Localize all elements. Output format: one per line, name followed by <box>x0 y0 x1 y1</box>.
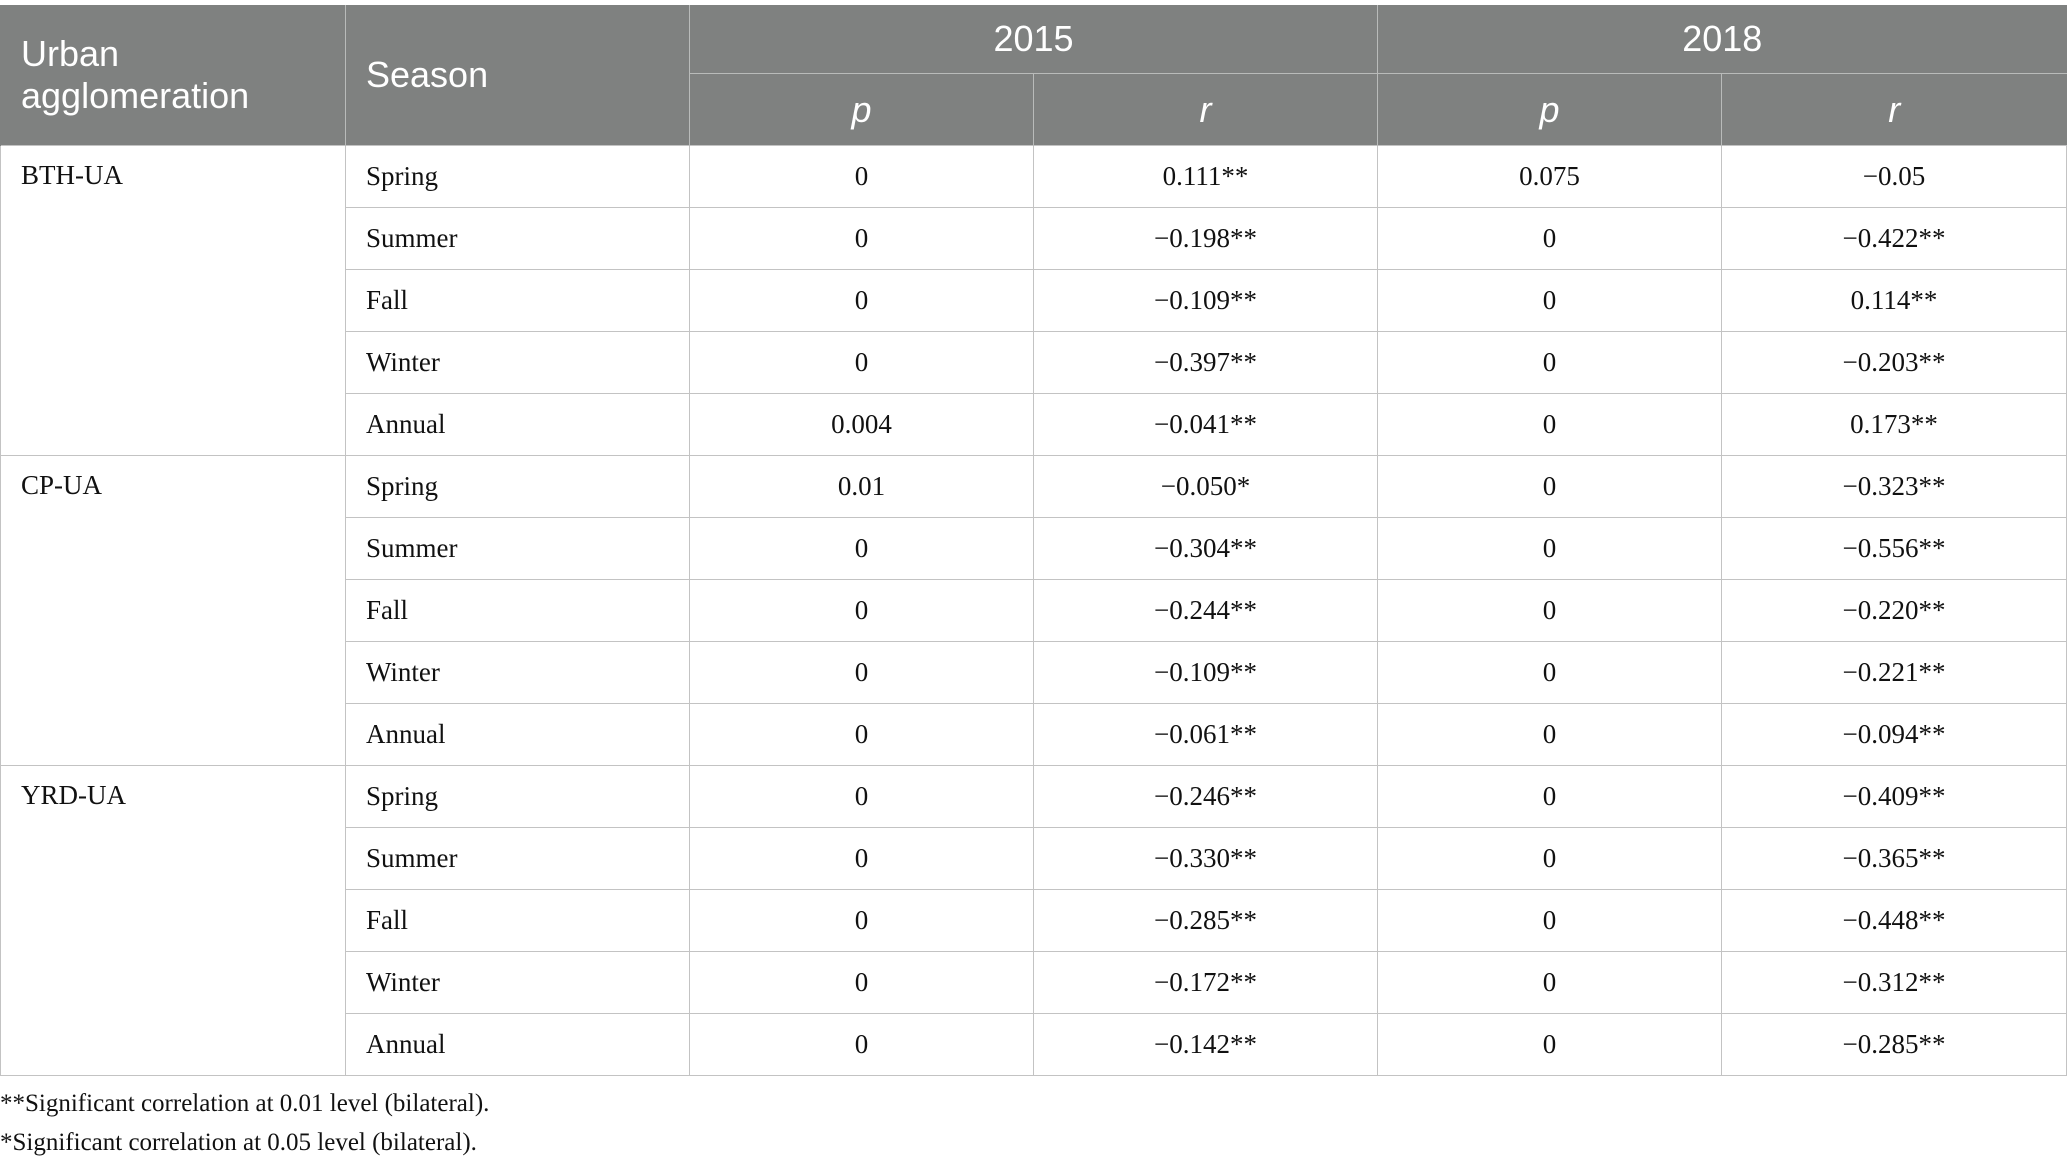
r-2018-cell: −0.221** <box>1722 642 2067 704</box>
p-2015-cell: 0.01 <box>690 456 1034 518</box>
season-cell: Summer <box>346 208 690 270</box>
table-row <box>1 766 2067 828</box>
season-cell: Winter <box>346 642 690 704</box>
season-cell: Fall <box>346 580 690 642</box>
r-2018-cell: −0.220** <box>1722 580 2067 642</box>
season-cell: Fall <box>346 270 690 332</box>
header-year-2015: 2015 <box>690 5 1378 74</box>
urban-agglomeration-cell: YRD-UA <box>1 766 346 1076</box>
season-cell: Annual <box>346 394 690 456</box>
p-2018-cell: 0 <box>1378 518 1722 580</box>
header-urban-agglomeration: Urban agglomeration <box>1 5 346 146</box>
season-cell: Summer <box>346 518 690 580</box>
r-2018-cell: −0.323** <box>1722 456 2067 518</box>
season-cell: Spring <box>346 146 690 208</box>
p-2015-cell: 0 <box>690 952 1034 1014</box>
r-2018-cell: −0.422** <box>1722 208 2067 270</box>
p-2015-cell: 0 <box>690 704 1034 766</box>
header-r-2015: r <box>1034 74 1378 146</box>
r-2015-cell: −0.109** <box>1034 270 1378 332</box>
p-2018-cell: 0.075 <box>1378 146 1722 208</box>
p-2015-cell: 0 <box>690 332 1034 394</box>
table-body <box>1 146 2067 1076</box>
table-row <box>1 456 2067 518</box>
p-2015-cell: 0.004 <box>690 394 1034 456</box>
p-2018-cell: 0 <box>1378 456 1722 518</box>
urban-agglomeration-cell: CP-UA <box>1 456 346 766</box>
header-p-2018: p <box>1378 74 1722 146</box>
p-2018-cell: 0 <box>1378 394 1722 456</box>
r-2015-cell: −0.050* <box>1034 456 1378 518</box>
r-2015-cell: −0.304** <box>1034 518 1378 580</box>
season-cell: Winter <box>346 952 690 1014</box>
header-row-years <box>1 5 2067 74</box>
p-2018-cell: 0 <box>1378 1014 1722 1076</box>
r-2015-cell: −0.061** <box>1034 704 1378 766</box>
p-2018-cell: 0 <box>1378 642 1722 704</box>
r-2015-cell: −0.244** <box>1034 580 1378 642</box>
p-2018-cell: 0 <box>1378 704 1722 766</box>
header-p-2015: p <box>690 74 1034 146</box>
season-cell: Annual <box>346 704 690 766</box>
p-2018-cell: 0 <box>1378 890 1722 952</box>
r-2018-cell: −0.094** <box>1722 704 2067 766</box>
p-2015-cell: 0 <box>690 580 1034 642</box>
season-cell: Annual <box>346 1014 690 1076</box>
urban-agglomeration-cell: BTH-UA <box>1 146 346 456</box>
r-2018-cell: −0.312** <box>1722 952 2067 1014</box>
footnote-005: *Significant correlation at 0.05 level (bilateral). <box>0 1129 477 1156</box>
r-2015-cell: −0.109** <box>1034 642 1378 704</box>
r-2015-cell: 0.111** <box>1034 146 1378 208</box>
table-header <box>1 5 2067 146</box>
r-2018-cell: −0.203** <box>1722 332 2067 394</box>
season-cell: Fall <box>346 890 690 952</box>
r-2018-cell: 0.173** <box>1722 394 2067 456</box>
r-2015-cell: −0.330** <box>1034 828 1378 890</box>
season-cell: Winter <box>346 332 690 394</box>
p-2018-cell: 0 <box>1378 332 1722 394</box>
p-2015-cell: 0 <box>690 208 1034 270</box>
p-2015-cell: 0 <box>690 518 1034 580</box>
r-2018-cell: −0.285** <box>1722 1014 2067 1076</box>
r-2015-cell: −0.142** <box>1034 1014 1378 1076</box>
header-year-2018: 2018 <box>1378 5 2067 74</box>
r-2018-cell: −0.409** <box>1722 766 2067 828</box>
p-2015-cell: 0 <box>690 890 1034 952</box>
r-2015-cell: −0.246** <box>1034 766 1378 828</box>
header-season: Season <box>346 5 690 146</box>
footnote-001: **Significant correlation at 0.01 level (bilateral). <box>0 1090 490 1117</box>
season-cell: Spring <box>346 766 690 828</box>
correlation-table-container <box>0 5 2067 1076</box>
season-cell: Summer <box>346 828 690 890</box>
p-2018-cell: 0 <box>1378 580 1722 642</box>
r-2015-cell: −0.172** <box>1034 952 1378 1014</box>
p-2018-cell: 0 <box>1378 828 1722 890</box>
p-2018-cell: 0 <box>1378 270 1722 332</box>
r-2018-cell: −0.05 <box>1722 146 2067 208</box>
r-2015-cell: −0.285** <box>1034 890 1378 952</box>
p-2018-cell: 0 <box>1378 952 1722 1014</box>
p-2015-cell: 0 <box>690 1014 1034 1076</box>
p-2015-cell: 0 <box>690 146 1034 208</box>
p-2015-cell: 0 <box>690 270 1034 332</box>
r-2015-cell: −0.041** <box>1034 394 1378 456</box>
footnotes <box>0 1084 489 1162</box>
r-2018-cell: −0.365** <box>1722 828 2067 890</box>
r-2018-cell: 0.114** <box>1722 270 2067 332</box>
p-2015-cell: 0 <box>690 766 1034 828</box>
p-2018-cell: 0 <box>1378 766 1722 828</box>
r-2015-cell: −0.198** <box>1034 208 1378 270</box>
p-2015-cell: 0 <box>690 828 1034 890</box>
r-2015-cell: −0.397** <box>1034 332 1378 394</box>
p-2015-cell: 0 <box>690 642 1034 704</box>
season-cell: Spring <box>346 456 690 518</box>
r-2018-cell: −0.448** <box>1722 890 2067 952</box>
table-row <box>1 146 2067 208</box>
p-2018-cell: 0 <box>1378 208 1722 270</box>
r-2018-cell: −0.556** <box>1722 518 2067 580</box>
header-r-2018: r <box>1722 74 2067 146</box>
correlation-table <box>0 5 2067 1076</box>
